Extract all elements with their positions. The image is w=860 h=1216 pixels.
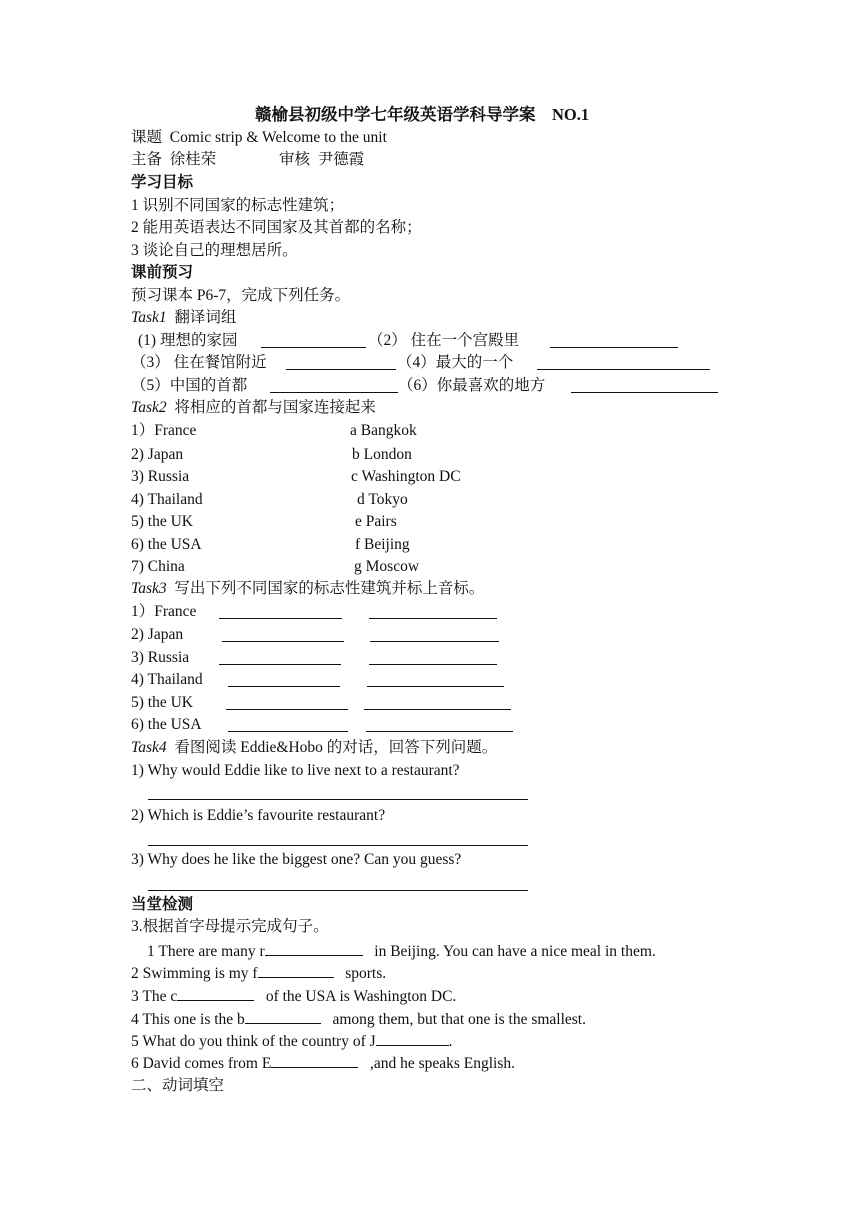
lesson-line: [131, 128, 387, 148]
answer-blank[interactable]: [261, 333, 366, 348]
task2-capital: a Bangkok: [350, 422, 417, 439]
author-label: 主备: [131, 151, 163, 168]
answer-blank[interactable]: [222, 627, 344, 642]
answer-blank[interactable]: [364, 695, 511, 710]
task2-label: Task2: [131, 399, 167, 416]
reviewer-label: 审核: [279, 151, 311, 168]
task4-question: 1) Why would Eddie like to live next to a restaurant?: [131, 762, 460, 779]
task2-capital: e Pairs: [355, 513, 397, 530]
task3-country: 5) the UK: [131, 694, 193, 711]
answer-blank[interactable]: [219, 604, 342, 619]
sentence-start: 2 Swimming is my f: [131, 965, 258, 982]
goals-heading: 学习目标: [131, 174, 194, 191]
task1-item-text: （4）最大的一个: [397, 354, 514, 371]
sentence-start: 3 The c: [131, 988, 178, 1005]
check-heading: 当堂检测: [131, 896, 194, 913]
goal-item: 1 识别不同国家的标志性建筑；: [131, 197, 345, 214]
task2-capital: b London: [352, 446, 412, 463]
preview-intro: 预习课本 P6-7，完成下列任务。: [131, 287, 351, 304]
task1-item: [138, 331, 237, 351]
task1-item-text: （6）你最喜欢的地方: [398, 377, 546, 394]
answer-blank[interactable]: [226, 695, 348, 710]
sentence-end: in Beijing. You can have a nice meal in them.: [374, 943, 656, 960]
answer-blank[interactable]: [376, 1031, 449, 1046]
task3-country: 3) Russia: [131, 649, 190, 666]
answer-blank[interactable]: [286, 355, 396, 370]
answer-blank[interactable]: [228, 672, 340, 687]
task2-country: 2) Japan: [131, 446, 184, 463]
preview-heading: 课前预习: [131, 264, 194, 281]
task1-label: Task1: [131, 309, 167, 326]
answer-blank[interactable]: [271, 1053, 358, 1068]
answer-blank[interactable]: [245, 1009, 321, 1024]
task2-country: 1）France: [131, 422, 197, 439]
task2-capital: g Moscow: [354, 558, 420, 575]
answer-blank[interactable]: [370, 627, 499, 642]
answer-line[interactable]: [148, 890, 528, 891]
task3-label: Task3: [131, 580, 167, 597]
sentence-end: of the USA is Washington DC.: [265, 988, 457, 1005]
page-title: [255, 105, 589, 125]
task1-item-text: （2） 住在一个宫殿里: [368, 332, 520, 349]
task4-question: 2) Which is Eddie’s favourite restaurant?: [131, 807, 386, 824]
answer-blank[interactable]: [270, 378, 398, 393]
sentence-start: 5 What do you think of the country of J: [131, 1033, 376, 1050]
answer-blank[interactable]: [369, 650, 497, 665]
task3-country: 2) Japan: [131, 626, 184, 643]
answer-blank[interactable]: [177, 986, 254, 1001]
goal-item: 2 能用英语表达不同国家及其首都的名称；: [131, 219, 422, 236]
task1-item-text: （3） 住在餐馆附近: [131, 354, 267, 371]
answer-line[interactable]: [148, 799, 528, 800]
fill-sentence: [131, 1009, 586, 1030]
fill-sentence: [147, 941, 656, 962]
task4-label: Task4: [131, 739, 167, 756]
task3-country: 1）France: [131, 603, 197, 620]
lesson-name: Comic strip & Welcome to the unit: [169, 129, 387, 146]
task2-country: 3) Russia: [131, 468, 190, 485]
answer-blank[interactable]: [369, 604, 497, 619]
sentence-end: ,and he speaks English.: [369, 1055, 516, 1072]
task2-capital: c Washington DC: [351, 468, 461, 485]
task1-item: [397, 353, 513, 373]
title-number: NO.1: [552, 105, 590, 124]
sentence-end: .: [448, 1033, 453, 1050]
task1-item: [131, 376, 247, 396]
task3-heading: [131, 579, 484, 599]
task3-title: 写出下列不同国家的标志性建筑并标上音标。: [174, 580, 485, 597]
task3-country: 6) the USA: [131, 716, 202, 733]
task1-item-text: （5）中国的首都: [131, 377, 248, 394]
answer-blank[interactable]: [571, 378, 718, 393]
author-line: [131, 150, 216, 170]
task2-country: 7) China: [131, 558, 185, 575]
answer-blank[interactable]: [366, 717, 513, 732]
sentence-start: 1 There are many r: [147, 943, 265, 960]
title-text: 赣榆县初级中学七年级英语学科导学案: [255, 105, 536, 124]
reviewer-name: 尹德霞: [317, 151, 365, 168]
task2-capital: d Tokyo: [357, 491, 408, 508]
task4-question: 3) Why does he like the biggest one? Can you guess?: [131, 851, 462, 868]
task2-country: 6) the USA: [131, 536, 202, 553]
answer-blank[interactable]: [537, 355, 710, 370]
goal-item: 3 谈论自己的理想居所。: [131, 242, 298, 259]
task4-title: 看图阅读 Eddie&Hobo 的对话，回答下列问题。: [174, 739, 498, 756]
task2-heading: [131, 398, 376, 418]
fill-sentence: [131, 1031, 453, 1052]
task1-item-text: (1) 理想的家园: [138, 332, 238, 349]
answer-blank[interactable]: [550, 333, 678, 348]
lesson-label: 课题: [131, 129, 163, 146]
check-section-2: 二、动词填空: [131, 1077, 225, 1094]
reviewer-line: [279, 150, 364, 170]
answer-blank[interactable]: [258, 963, 334, 978]
task2-country: 5) the UK: [131, 513, 193, 530]
sentence-start: 6 David comes from E: [131, 1055, 272, 1072]
task2-country: 4) Thailand: [131, 491, 203, 508]
answer-blank[interactable]: [265, 941, 363, 956]
answer-blank[interactable]: [228, 717, 348, 732]
answer-line[interactable]: [148, 845, 528, 846]
task2-title: 将相应的首都与国家连接起来: [174, 399, 376, 416]
task4-heading: [131, 738, 497, 758]
fill-sentence: [131, 1053, 515, 1074]
task1-title: 翻译词组: [174, 309, 237, 326]
task1-heading: [131, 308, 236, 328]
author-name: 徐桂荣: [169, 151, 217, 168]
task1-item: [368, 331, 519, 351]
sentence-start: 4 This one is the b: [131, 1011, 245, 1028]
task3-country: 4) Thailand: [131, 671, 203, 688]
fill-sentence: [131, 986, 456, 1007]
sentence-end: among them, but that one is the smallest.: [332, 1011, 586, 1028]
sentence-end: sports.: [345, 965, 387, 982]
answer-blank[interactable]: [367, 672, 504, 687]
task1-item: [398, 376, 545, 396]
fill-sentence: [131, 963, 386, 984]
answer-blank[interactable]: [219, 650, 341, 665]
task2-capital: f Beijing: [355, 536, 410, 553]
check-section-3: 3.根据首字母提示完成句子。: [131, 918, 329, 935]
task1-item: [131, 353, 267, 373]
